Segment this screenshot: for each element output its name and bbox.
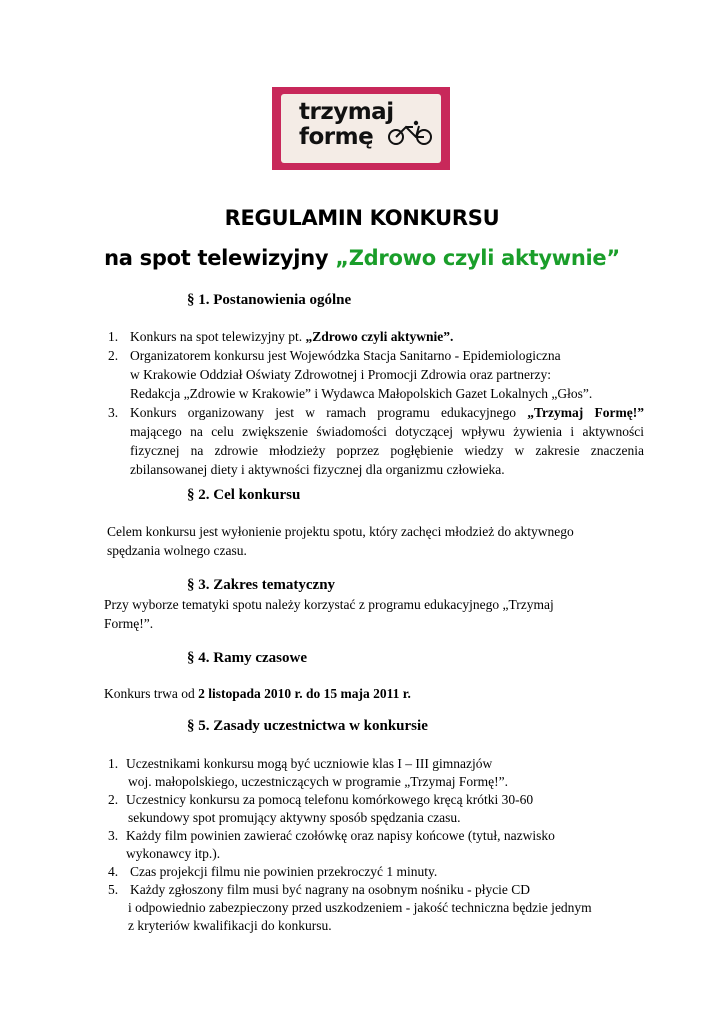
subtitle-prefix: na spot telewizyjny bbox=[104, 246, 336, 270]
logo-line-2: formę bbox=[299, 124, 374, 150]
document-title: REGULAMIN KONKURSU bbox=[224, 206, 500, 230]
list-text: Redakcja „Zdrowie w Krakowie” i Wydawca Małopolskich Gazet Lokalnych „Głos”. bbox=[130, 386, 593, 401]
section-3-text bbox=[104, 595, 644, 633]
date-range: 2 listopada 2010 r. do 15 maja 2011 r. bbox=[198, 686, 411, 701]
bicycle-icon bbox=[386, 120, 434, 146]
list-text-bold: „Zdrowo czyli aktywnie”. bbox=[305, 329, 454, 344]
list-text: z kryteriów kwalifikacji do konkursu. bbox=[128, 918, 332, 933]
section-4-text bbox=[104, 684, 644, 703]
subtitle-highlight: „Zdrowo czyli aktywnie” bbox=[335, 246, 620, 270]
list-text: Organizatorem konkursu jest Wojewódzka Stacja Sanitarno - Epidemiologiczna bbox=[130, 348, 561, 363]
list-item bbox=[108, 403, 644, 483]
list-text: Uczestnikami konkursu mogą być uczniowie klas I – III gimnazjów bbox=[126, 756, 493, 771]
paragraph-line: Celem konkursu jest wyłonienie projektu spotu, który zachęci młodzież do aktywnego bbox=[107, 524, 574, 539]
section-1-heading: § 1. Postanowienia ogólne bbox=[187, 292, 352, 308]
section-3-heading: § 3. Zakres tematyczny bbox=[187, 577, 336, 593]
list-number: 5. bbox=[108, 882, 119, 897]
list-text: Konkurs organizowany jest w ramach programu edukacyjnego bbox=[130, 405, 528, 420]
list-text: w Krakowie Oddział Oświaty Zdrowotnej i Promocji Zdrowia oraz partnerzy: bbox=[130, 367, 551, 382]
list-number: 1. bbox=[108, 756, 119, 771]
list-number: 2. bbox=[108, 348, 119, 363]
list-text: sekundowy spot promujący aktywny sposób spędzania czasu. bbox=[128, 810, 461, 825]
paragraph-text: Konkurs trwa od bbox=[104, 686, 199, 701]
list-text: fizycznej na zdrowie młodzieży poprzez pogłębienie wiedzy w zakresie znaczenia bbox=[130, 443, 644, 458]
list-number: 3. bbox=[108, 405, 119, 420]
list-number: 4. bbox=[108, 864, 119, 879]
paragraph-line: Przy wyborze tematyki spotu należy korzystać z programu edukacyjnego „Trzymaj bbox=[104, 597, 554, 612]
section-2-text bbox=[107, 522, 647, 560]
list-text: zbilansowanej diety i aktywności fizycznej dla organizmu człowieka. bbox=[130, 462, 505, 477]
list-number: 3. bbox=[108, 828, 119, 843]
list-text: Każdy zgłoszony film musi być nagrany na osobnym nośniku - płycie CD bbox=[130, 882, 531, 897]
paragraph-line: spędzania wolnego czasu. bbox=[107, 543, 247, 558]
list-text: Uczestnicy konkursu za pomocą telefonu komórkowego kręcą krótki 30-60 bbox=[126, 792, 534, 807]
trzymaj-forme-logo bbox=[272, 87, 450, 170]
list-text: woj. małopolskiego, uczestniczących w programie „Trzymaj Formę!”. bbox=[128, 774, 509, 789]
logo-line-1: trzymaj bbox=[299, 99, 394, 125]
list-text: wykonawcy itp.). bbox=[126, 846, 221, 861]
list-number: 1. bbox=[108, 329, 119, 344]
paragraph-line: Formę!”. bbox=[104, 616, 154, 631]
list-text: Czas projekcji filmu nie powinien przekroczyć 1 minuty. bbox=[130, 864, 438, 879]
list-text: i odpowiednio zabezpieczony przed uszkodzeniem - jakość techniczna będzie jednym bbox=[128, 900, 592, 915]
logo-panel bbox=[281, 94, 441, 163]
document-subtitle bbox=[0, 246, 724, 270]
list-text: Konkurs na spot telewizyjny pt. bbox=[130, 329, 306, 344]
list-text: Każdy film powinien zawierać czołówkę oraz napisy końcowe (tytuł, nazwisko bbox=[126, 828, 555, 843]
section-2-heading: § 2. Cel konkursu bbox=[187, 487, 301, 503]
section-4-heading: § 4. Ramy czasowe bbox=[187, 650, 307, 666]
list-number: 2. bbox=[108, 792, 119, 807]
section-5-heading: § 5. Zasady uczestnictwa w konkursie bbox=[187, 718, 428, 734]
list-text-bold: „Trzymaj Formę!” bbox=[527, 405, 644, 420]
list-text: mającego na celu zwiększenie świadomości dotyczącej wpływu żywienia i aktywności bbox=[130, 424, 644, 439]
